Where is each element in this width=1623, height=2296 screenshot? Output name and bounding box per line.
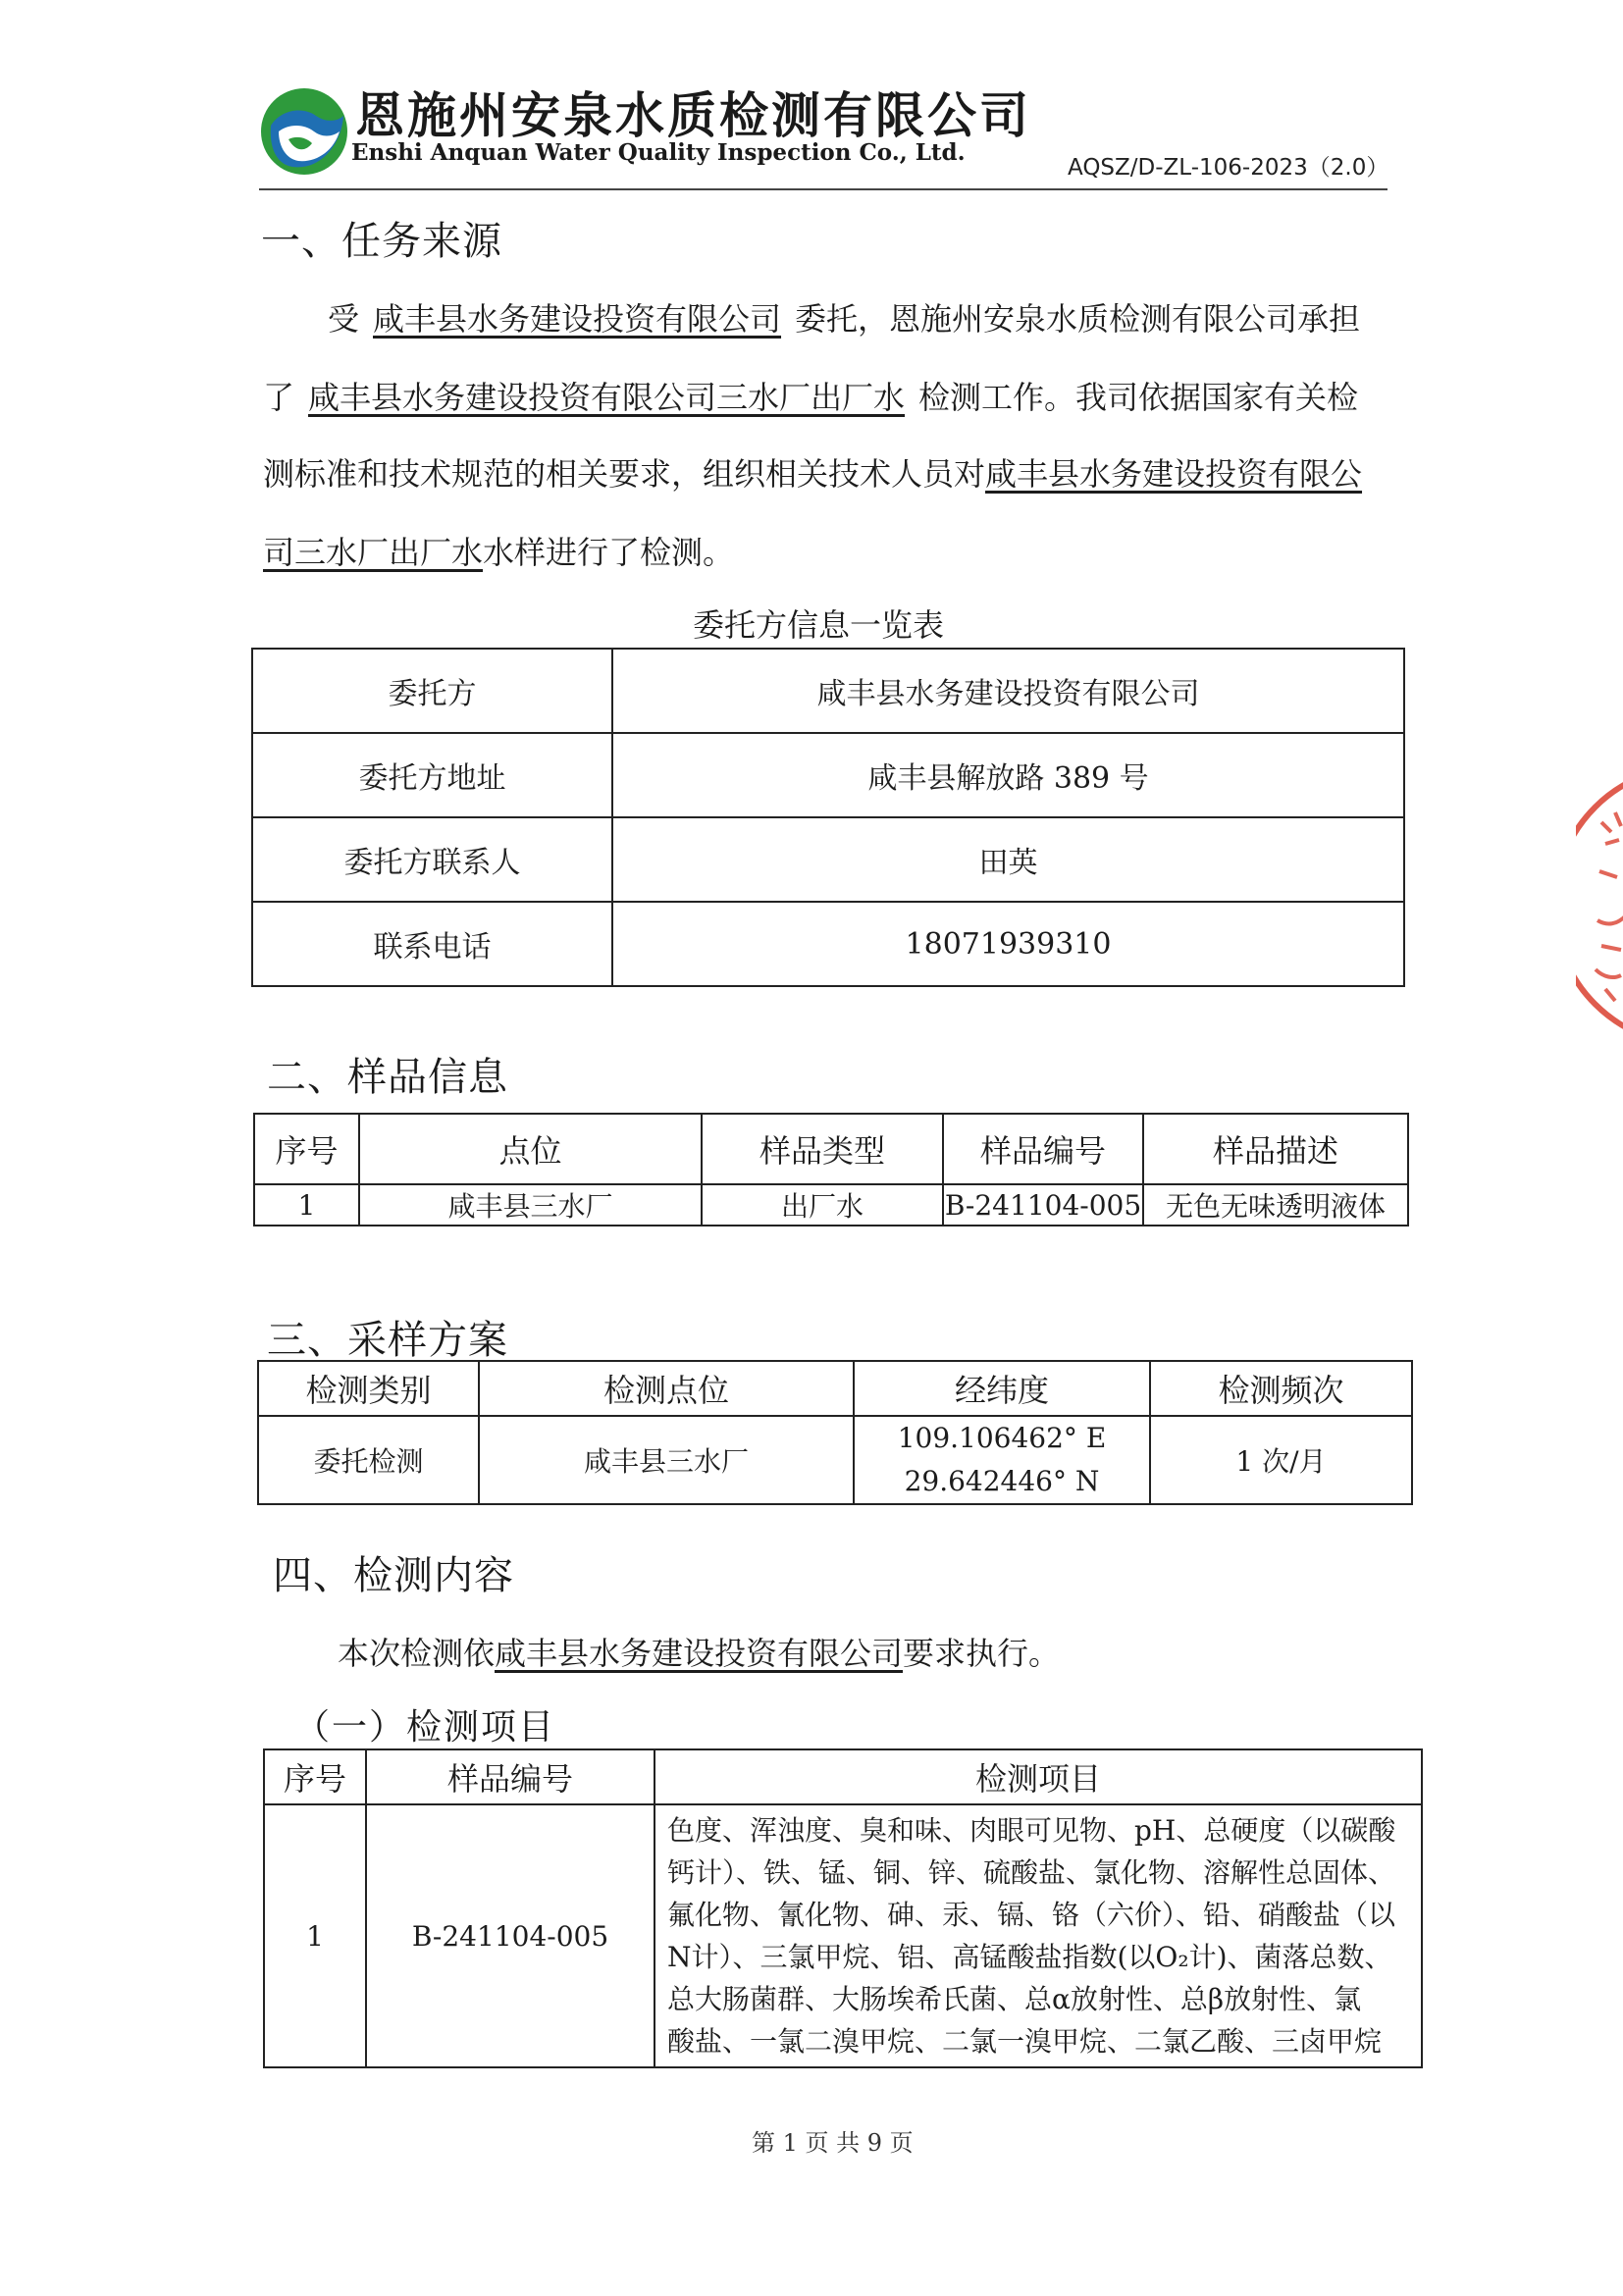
paragraph-line-4: 司三水厂出厂水水样进行了检测。 (263, 534, 735, 571)
header-divider (259, 188, 1387, 190)
table-row (252, 817, 1404, 902)
column-header: 检测频次 (1150, 1361, 1412, 1416)
table-cell: 咸丰县三水厂 (359, 1184, 702, 1226)
item-sample-number: B-241104-005 (366, 1804, 654, 2067)
client-info-table (251, 648, 1405, 987)
detection-items-line: N计）、三氯甲烷、铝、高锰酸盐指数(以O₂计)、菌落总数、 (667, 1941, 1392, 1973)
paragraph-line-2: 了 咸丰县水务建设投资有限公司三水厂出厂水 检测工作。我司依据国家有关检 (263, 379, 1359, 416)
company-name-cn: 恩施州安泉水质检测有限公司 (355, 86, 1031, 144)
phone-value: 18071939310 (612, 902, 1404, 986)
detection-items-list (654, 1804, 1422, 2067)
sample-info-table (253, 1113, 1409, 1226)
column-header: 样品类型 (702, 1114, 943, 1184)
table-cell: 1 (254, 1184, 359, 1226)
detection-items-line: 氟化物、氰化物、砷、汞、镉、铬（六价）、铅、硝酸盐（以 (667, 1899, 1396, 1931)
paragraph-line-1: 受 咸丰县水务建设投资有限公司 委托，恩施州安泉水质检测有限公司承担 (328, 300, 1361, 338)
table-cell: 出厂水 (702, 1184, 943, 1226)
client-label: 委托方 (252, 649, 612, 733)
sampling-plan-table (257, 1360, 1413, 1505)
detection-items-line: 钙计）、铁、锰、铜、锌、硫酸盐、氯化物、溶解性总固体、 (667, 1856, 1396, 1889)
column-header: 经纬度 (854, 1361, 1150, 1416)
address-label: 委托方地址 (252, 733, 612, 817)
latitude: 29.642446° N (904, 1465, 1100, 1497)
sub-heading-detection-items: （一）检测项目 (294, 1707, 556, 1748)
table-row (252, 902, 1404, 986)
detection-items-table (263, 1748, 1423, 2068)
paragraph-line-3: 测标准和技术规范的相关要求，组织相关技术人员对咸丰县水务建设投资有限公 (263, 455, 1363, 493)
contact-label: 委托方联系人 (252, 817, 612, 902)
column-header: 检测点位 (479, 1361, 854, 1416)
table-row (252, 733, 1404, 817)
phone-label: 联系电话 (252, 902, 612, 986)
client-table-caption: 委托方信息一览表 (693, 606, 945, 644)
coordinates-cell (854, 1416, 1150, 1504)
document-code: AQSZ/D-ZL-106-2023（2.0） (1068, 155, 1389, 181)
detection-items-line: 色度、浑浊度、臭和味、肉眼可见物、pH、总硬度（以碳酸 (667, 1814, 1396, 1847)
table-row (264, 1804, 1422, 2067)
detection-location: 咸丰县三水厂 (479, 1416, 854, 1504)
page-number: 第 1 页 共 9 页 (752, 2129, 914, 2157)
table-header-row (264, 1749, 1422, 1804)
column-header: 检测类别 (258, 1361, 479, 1416)
company-seal-stamp (1576, 754, 1623, 1058)
company-name-en: Enshi Anquan Water Quality Inspection Co., Ltd. (351, 139, 966, 166)
column-header: 点位 (359, 1114, 702, 1184)
column-header: 序号 (254, 1114, 359, 1184)
table-cell: B-241104-005 (943, 1184, 1143, 1226)
detection-intro: 本次检测依咸丰县水务建设投资有限公司要求执行。 (338, 1635, 1061, 1672)
detection-items-line: 酸盐、一氯二溴甲烷、二氯一溴甲烷、二氯乙酸、三卤甲烷 (667, 2025, 1383, 2058)
detection-frequency: 1 次/月 (1150, 1416, 1412, 1504)
column-header: 样品编号 (366, 1749, 654, 1804)
table-header-row (258, 1361, 1412, 1416)
column-header: 序号 (264, 1749, 366, 1804)
table-row (258, 1416, 1412, 1504)
contact-value: 田英 (612, 817, 1404, 902)
address-value: 咸丰县解放路 389 号 (612, 733, 1404, 817)
column-header: 样品描述 (1143, 1114, 1408, 1184)
section-heading-task-source: 一、任务来源 (261, 219, 502, 264)
company-logo (259, 86, 349, 177)
detection-items-line: 总大肠菌群、大肠埃希氏菌、总α放射性、总β放射性、氯 (667, 1983, 1362, 2015)
client-value: 咸丰县水务建设投资有限公司 (612, 649, 1404, 733)
section-heading-detection-content: 四、检测内容 (273, 1553, 514, 1598)
table-row (252, 649, 1404, 733)
table-row (254, 1184, 1408, 1226)
column-header: 样品编号 (943, 1114, 1143, 1184)
longitude: 109.106462° E (897, 1422, 1107, 1454)
table-header-row (254, 1114, 1408, 1184)
table-cell: 无色无味透明液体 (1143, 1184, 1408, 1226)
section-heading-sampling-plan: 三、采样方案 (267, 1318, 508, 1363)
item-index: 1 (264, 1804, 366, 2067)
column-header: 检测项目 (654, 1749, 1422, 1804)
section-heading-sample-info: 二、样品信息 (267, 1055, 508, 1100)
detection-category: 委托检测 (258, 1416, 479, 1504)
